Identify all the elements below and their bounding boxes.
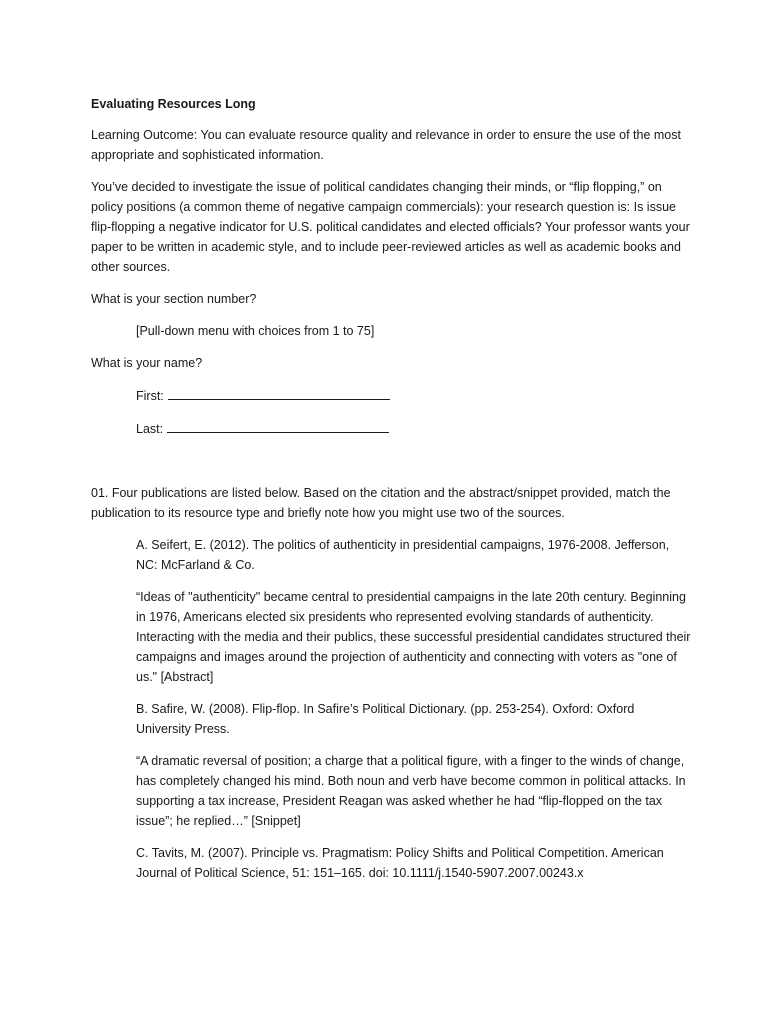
intro-paragraph: You’ve decided to investigate the issue of political candidates changing their minds, or “flip flopping,” on policy positions (a common theme of negative campaign commercials): your research question is: Is issue flip-flopping a negative indicator for U.S. political candidates and elected officials? Your professor wants your paper to be written in academic style, and to include peer-reviewed articles as well as academic books and other sources. bbox=[91, 180, 690, 274]
name-question: What is your name? bbox=[91, 356, 203, 370]
section-dropdown-note: [Pull-down menu with choices from 1 to 75] bbox=[136, 324, 375, 338]
last-name-row bbox=[136, 418, 691, 439]
first-name-row bbox=[136, 385, 691, 406]
source-c-citation: C. Tavits, M. (2007). Principle vs. Pragmatism: Policy Shifts and Political Competition. American Journal of Political Science, 51: 151–165. doi: 10.1111/j.1540-5907.2007.00243.x bbox=[136, 846, 664, 880]
last-name-field[interactable] bbox=[167, 418, 389, 433]
last-name-label: Last: bbox=[136, 422, 164, 436]
question-01: 01. Four publications are listed below. Based on the citation and the abstract/snippet provided, match the publication to its resource type and briefly note how you might use two of the sources. bbox=[91, 486, 671, 520]
first-name-field[interactable] bbox=[168, 385, 390, 400]
source-a-citation: A. Seifert, E. (2012). The politics of authenticity in presidential campaigns, 1976-2008. Jefferson, NC: McFarland & Co. bbox=[136, 538, 670, 572]
first-name-label: First: bbox=[136, 389, 164, 403]
document-title: Evaluating Resources Long bbox=[91, 97, 256, 111]
learning-outcome: Learning Outcome: You can evaluate resource quality and relevance in order to ensure the use of the most appropriate and sophisticated information. bbox=[91, 128, 681, 162]
source-b-citation: B. Safire, W. (2008). Flip-flop. In Safire’s Political Dictionary. (pp. 253-254). Oxford: Oxford University Press. bbox=[136, 702, 635, 736]
section-question: What is your section number? bbox=[91, 292, 257, 306]
document-body bbox=[91, 94, 691, 895]
source-a-abstract: “Ideas of "authenticity" became central to presidential campaigns in the late 20th century. Beginning in 1976, Americans elected six presidents who represented evolving standards of authenticity. Interacting with the media and their publics, these successful presidential candidates structured their campaigns and images around the projection of authenticity and connecting with voters as "one of us." [Abstract] bbox=[136, 590, 691, 684]
source-b-snippet: “A dramatic reversal of position; a charge that a political figure, with a finger to the winds of change, has completely changed his mind. Both noun and verb have become common in political attacks. In supporting a tax increase, President Reagan was asked whether he had “flip-flopped on the tax issue”; he replied…” [Snippet] bbox=[136, 754, 686, 828]
spacer bbox=[91, 451, 691, 483]
